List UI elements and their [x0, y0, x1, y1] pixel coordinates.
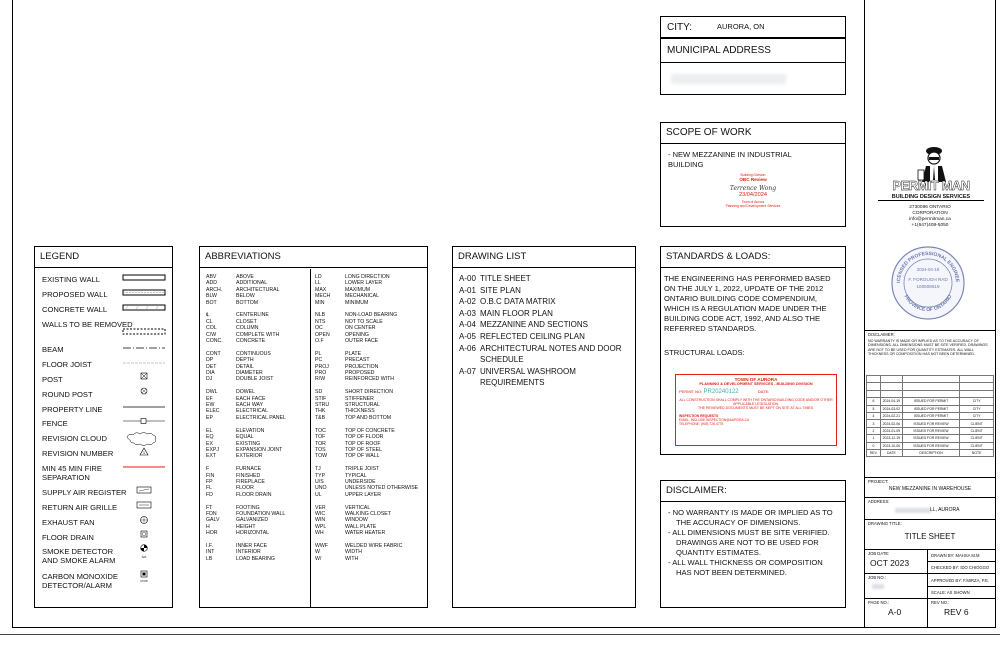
- disclaimer-title: DISCLAIMER:: [661, 481, 845, 502]
- abbr-row: ADD ADDITIONAL: [206, 280, 268, 287]
- legend-symbols: [121, 269, 171, 607]
- abbr-row: PC PRECAST: [315, 357, 370, 364]
- sheet-bottom-line: [0, 634, 1000, 635]
- standards-box: [660, 246, 846, 455]
- drawing-list-item: A-06 ARCHITECTURAL NOTES AND DOOR SCHEDULE: [459, 343, 622, 365]
- legend-round-post: ROUND POST: [42, 390, 93, 399]
- revision-row: 2 2024-01-09 ISSUED FOR REVIEW CLIENT: [867, 427, 994, 434]
- abbr-row: LB LOAD BEARING: [206, 555, 275, 562]
- revision-row: 3 2024-02-06 ISSUED FOR REVIEW CLIENT: [867, 420, 994, 427]
- abbr-row: LD LONG DIRECTION: [315, 274, 390, 280]
- revision-row: 5 2024-03-02 ISSUED FOR PERMIT CITY: [867, 405, 994, 412]
- legend-smoke-detector: SMOKE DETECTOR AND SMOKE ALARM: [42, 547, 116, 565]
- drawing-list-items: [459, 273, 631, 389]
- legend-revision-cloud: REVISION CLOUD: [42, 434, 107, 443]
- project-name: NEW MEZZANINE IN WAREHOUSE: [888, 486, 972, 492]
- abbr-row: ABV ABOVE: [206, 274, 254, 280]
- job-date-label: JOB DATE:: [868, 551, 890, 556]
- abbr-row: TYP TYPICAL: [315, 472, 367, 479]
- address-value: LL, AURORA: [930, 507, 960, 513]
- legend-exhaust-fan: EXHAUST FAN: [42, 518, 95, 527]
- abbr-row: NLB NON-LOAD BEARING: [315, 312, 398, 319]
- sheet-border-bottom: [12, 627, 996, 628]
- abbr-row: CL CLOSET: [206, 318, 257, 325]
- legend-return-air: RETURN AIR GRILLE: [42, 503, 118, 512]
- abbr-row: TOC TOP OF CONCRETE: [315, 427, 395, 434]
- svg-text:2024-04-19: 2024-04-19: [916, 267, 940, 272]
- disclaimer-items: - NO WARRANTY IS MADE OR IMPLIED AS TO THE ACCURACY OF DIMENSIONS. - ALL DIMENSIONS MUST BE SITE VERIFIED. DRAWINGS ARE NOT TO BE USED FOR QUANTITY ESTIMATES. - ALL WALL THICKNESS OR COMPOSITION HAS NOT BEEN DETERMINED.: [668, 508, 833, 577]
- abbr-row: MECH MECHANICAL: [315, 293, 380, 300]
- abbr-row: EP ELECTRICAL PANEL: [206, 414, 286, 421]
- abbr-row: OC ON CENTER: [315, 325, 376, 332]
- abbr-row: WIC WALKING CLOSET: [315, 510, 391, 517]
- page-no-label: PAGE NO.:: [868, 600, 890, 605]
- abbr-col-2: [315, 274, 418, 562]
- svg-text:CO/D: CO/D: [140, 579, 148, 583]
- abbr-row: MIN MINIMUM: [315, 299, 369, 306]
- revision-row: 1 2023-12-19 ISSUED FOR REVIEW CLIENT: [867, 435, 994, 442]
- abbr-row: DIA DIAMETER: [206, 370, 263, 377]
- legend-property-line: PROPERTY LINE: [42, 405, 103, 414]
- permit-stamp: TOWN OF AURORA PLANNING & DEVELOPMENT SERVICES - BUILDING DIVISION PERMIT NO: PR20240122 DATE: ALL CONSTRUCTION SHALL COMPLY WITH THE ONTARIO BUILDING CODE AND/OR OTHER APPLICABLE LEGISLATION. THE REVIEWED DOCUMENTS MUST BE KEPT ON SITE AT ALL TIMES. INSPECTION REQUESTS EMAIL: INCLUDE INSPECTION@AURORA.CA TELEPHONE: (905) 726-4775: [675, 374, 837, 446]
- legend-fence: FENCE: [42, 419, 68, 428]
- abbr-row: FP FIREPLACE: [206, 478, 265, 485]
- company-tagline: BUILDING DESIGN SERVICES: [878, 194, 984, 201]
- abbr-row: EW EACH WAY: [206, 402, 264, 409]
- job-date: OCT 2023: [870, 558, 910, 568]
- standards-title: STANDARDS & LOADS:: [661, 247, 845, 268]
- municipal-address-label: MUNICIPAL ADDRESS: [667, 45, 771, 56]
- abbr-row: EL ELEVATION: [206, 427, 265, 434]
- address-label: ADDRESS:: [868, 499, 890, 504]
- drawing-title: TITLE SHEET: [904, 532, 956, 541]
- abbr-row: O.F OUTER FACE: [315, 338, 379, 345]
- legend-co-detector: CARBON MONOXIDE DETECTOR/ALARM: [42, 572, 118, 590]
- abbreviations-box: [199, 246, 428, 608]
- abbr-row: I.F. INNER FACE: [206, 542, 268, 549]
- legend-post: POST: [42, 375, 63, 384]
- sheet-border-right: [995, 0, 996, 628]
- drawing-list-box: [452, 246, 636, 608]
- tb-disclaimer-text: NO WARRANTY IS MADE OR IMPLIED AS TO THE ACCURACY OF DIMENSIONS. ALL DIMENSIONS MUST BE SITE VERIFIED. DRAWINGS ARE NOT TO BE USED FOR QUANTITY ESTIMATES. ALL WALL THICKNESS OR COMPOSITION HAS NOT BEEN DETERMINED.: [868, 339, 988, 357]
- abbr-row: DWL DOWEL: [206, 389, 256, 396]
- abbr-col-1: [206, 274, 286, 562]
- abbr-row: INT INTERIOR: [206, 549, 261, 556]
- abbr-row: LL LOWER LAYER: [315, 280, 383, 287]
- abbr-row: W/ WITH: [315, 555, 359, 562]
- legend-proposed-wall: PROPOSED WALL: [42, 290, 108, 299]
- legend-beam: BEAM: [42, 345, 64, 354]
- address-redacted: [671, 74, 786, 84]
- revision-header-row: REV DATE DESCRIPTION NOTE: [867, 449, 994, 456]
- abbr-row: C/W COMPLETE WITH: [206, 331, 280, 338]
- abbr-row: EXPJ EXPANSION JOINT: [206, 446, 283, 453]
- job-no-label: JOB NO.:: [868, 575, 886, 580]
- abbr-row: MAX MAXIMUM: [315, 286, 371, 293]
- drawing-list-item: A-07 UNIVERSAL WASHROOM REQUIREMENTS: [459, 366, 576, 388]
- abbr-row: PRO PROPOSED: [315, 370, 375, 377]
- svg-text:LICENSED PROFESSIONAL ENGINEER: ICENSED PROFESSIONAL ENGINEE: [895, 250, 961, 283]
- abbr-row: DET DETAIL: [206, 363, 254, 370]
- abbr-row: FL FLOOR: [206, 485, 254, 492]
- drawing-list-item: A-03 MAIN FLOOR PLAN: [459, 308, 553, 318]
- city-value: AURORA, ON: [717, 22, 765, 31]
- abbr-row: TOR TOP OF ROOF: [315, 440, 381, 447]
- city-box: [660, 16, 846, 38]
- abbr-row: U/S UNDERSIDE: [315, 478, 376, 485]
- abbr-row: STRU STRUCTURAL: [315, 402, 380, 409]
- abbr-row: SD SHORT DIRECTION: [315, 389, 393, 396]
- abbr-row: UL UPPER LAYER: [315, 491, 381, 498]
- disclaimer-box: [660, 480, 846, 608]
- abbr-row: T&B TOP AND BOTTOM: [315, 414, 392, 421]
- abbr-row: TJ TRIPLE JOIST: [315, 466, 380, 473]
- checked-by: CHECKED BY: IDO CHIOGGO: [931, 565, 990, 570]
- drawing-list-item: A-05 REFLECTED CEILING PLAN: [459, 331, 585, 341]
- engineer-seal: [890, 245, 966, 321]
- abbr-row: OPEN OPENING: [315, 331, 369, 338]
- abbr-row: ARCH. ARCHITECTURAL: [206, 286, 280, 293]
- sheet-border-left: [12, 0, 13, 628]
- abbr-row: HOR HORIZONTAL: [206, 530, 270, 537]
- abbr-row: TOW TOP OF WALL: [315, 453, 380, 460]
- abbr-row: GALV GALVANIZED: [206, 517, 269, 524]
- svg-text:F. FOROUGH RAD: F. FOROUGH RAD: [908, 277, 948, 282]
- company-info: 2730096 ONTARIO CORPORATION info@permitman.ca +1(647)408-5050: [909, 205, 951, 228]
- titleblock-divider: [864, 0, 865, 628]
- drawing-list-item: A-04 MEZZANINE AND SECTIONS: [459, 320, 589, 330]
- drawing-list-title: DRAWING LIST: [453, 247, 635, 268]
- drawing-list-item: A-02 O.B.C DATA MATRIX: [459, 297, 556, 307]
- abbreviations-title: ABBREVIATIONS: [200, 247, 427, 268]
- company-logo: [878, 142, 984, 204]
- legend-box: [34, 246, 173, 608]
- revision-row: 4 2024-02-21 ISSUED FOR PERMIT CITY: [867, 412, 994, 419]
- rev-no: REV 6: [944, 607, 969, 617]
- abbr-row: ℄ CENTERLINE: [206, 312, 269, 319]
- revision-table: [866, 375, 994, 457]
- page-no: A-0: [888, 607, 902, 617]
- abbr-row: ELEC ELECTRICAL: [206, 408, 268, 415]
- abbr-row: FT FOOTING: [206, 504, 260, 511]
- legend-walls-removed: WALLS TO BE REMOVED: [42, 320, 133, 329]
- abbr-row: EQ EQUAL: [206, 434, 254, 441]
- svg-text:S/A: S/A: [141, 555, 147, 559]
- svg-text:PROVINCE OF ONTARIO: PROVINCE OF ONTARIO: [902, 294, 954, 314]
- abbr-row: FD FLOOR DRAIN: [206, 491, 272, 498]
- abbr-row: CONT CONTINUOUS: [206, 350, 271, 357]
- abbr-row: COL COLUMN: [206, 325, 259, 332]
- legend-fire-separation: MIN 45 MIN FIRE SEPARATION: [42, 464, 102, 482]
- municipal-address-box: [660, 38, 846, 95]
- legend-floor-joist: FLOOR JOIST: [42, 360, 92, 369]
- abbr-row: THK THICKNESS: [315, 408, 375, 415]
- abbr-row: DP DEPTH: [206, 357, 254, 364]
- revision-row: 0 2023-10-06 ISSUED FOR REVIEW CLIENT: [867, 442, 994, 449]
- legend-floor-drain: FLOOR DRAIN: [42, 533, 94, 542]
- abbr-row: BLW BELOW: [206, 293, 255, 300]
- abbr-row: EXT EXTERIOR: [206, 453, 263, 460]
- approved-by: APPROVED BY: F.MIRZA, P.E.: [931, 578, 990, 583]
- drawn-by: DRAWN BY: MAHSA M.M: [931, 553, 980, 558]
- scope-item: - NEW MEZZANINE IN INDUSTRIAL BUILDING: [668, 150, 792, 169]
- abbr-row: DJ DOUBLE JOIST: [206, 376, 274, 383]
- abbr-row: FDN FOUNDATION WALL: [206, 510, 286, 517]
- svg-text:100508619: 100508619: [916, 284, 940, 289]
- abbr-row: PROJ PROJECTION: [315, 363, 379, 370]
- legend-title: LEGEND: [35, 247, 172, 268]
- abbr-row: WPL WALL PLATE: [315, 523, 377, 530]
- abbr-row: R/W REINFORCED WITH: [315, 376, 394, 383]
- abbr-row: EF EACH FACE: [206, 395, 266, 402]
- city-label: CITY:: [667, 22, 693, 33]
- abbr-row: WWF WELDED WIRE FABRIC: [315, 542, 403, 549]
- drawing-list-item: A-01 SITE PLAN: [459, 285, 521, 295]
- abbr-row: TOS TOP OF STEEL: [315, 446, 382, 453]
- legend-existing-wall: EXISTING WALL: [42, 275, 100, 284]
- abbr-row: UNO UNLESS NOTED OTHERWISE: [315, 485, 419, 492]
- legend-revision-number: REVISION NUMBER: [42, 449, 114, 458]
- abbr-row: FIN FINISHED: [206, 472, 261, 479]
- abbr-row: NTS NOT TO SCALE: [315, 318, 383, 325]
- revision-row: 6 2024-04-19 ISSUED FOR PERMIT CITY: [867, 398, 994, 405]
- svg-text:1: 1: [142, 450, 146, 455]
- abbr-row: CONC. CONCRETE: [206, 338, 266, 345]
- abbr-row: PL PLATE: [315, 350, 362, 357]
- abbr-row: STIF STIFFENER: [315, 395, 374, 402]
- scope-title: SCOPE OF WORK: [661, 123, 845, 144]
- company-name: PERMIT MAN: [892, 178, 970, 193]
- abbr-row: VER VERTICAL: [315, 504, 371, 511]
- job-no-redacted: [872, 584, 884, 589]
- abbr-row: EX EXISTING: [206, 440, 261, 447]
- obc-review-stamp: Building Division OBC Review Terrence Wong 23/04/2024 Town of Aurora Planning and Development Services: [725, 173, 781, 208]
- abbr-row: WIN WINDOW: [315, 517, 368, 524]
- abbr-row: H HEIGHT: [206, 523, 256, 530]
- scale: SCALE: AS SHOWN: [931, 590, 970, 595]
- legend-concrete-wall: CONCRETE WALL: [42, 305, 108, 314]
- abbr-row: W WIDTH: [315, 549, 362, 556]
- abbr-row: BOT BOTTOM: [206, 299, 259, 306]
- drawing-title-label: DRAWING TITLE:: [868, 521, 902, 526]
- standards-text: THE ENGINEERING HAS PERFORMED BASED ON THE JULY 1, 2022, UPDATE OF THE 2012 ONTARIO BUILDING CODE COMPENDIUM, WHICH IS A REGULATION MADE UNDER THE BUILDING CODE ACT, 1992, AND ALSO THE REFERRED STANDARDS.: [664, 274, 831, 333]
- drawing-list-item: A-00 TITLE SHEET: [459, 274, 531, 283]
- abbr-row: TOF TOP OF FLOOR: [315, 434, 384, 441]
- abbr-row: WH WATER HEATER: [315, 530, 386, 537]
- tb-disclaimer-label: DISCLAIMER:: [868, 332, 895, 337]
- project-label: PROJECT:: [868, 479, 889, 484]
- legend-supply-air: SUPPLY AIR REGISTER: [42, 488, 127, 497]
- address-redacted-tb: [895, 508, 931, 513]
- scope-of-work-box: [660, 122, 846, 227]
- abbr-row: F FURNACE: [206, 466, 262, 473]
- structural-loads-label: STRUCTURAL LOADS:: [664, 348, 745, 357]
- rev-no-label: REV NO.:: [931, 600, 950, 605]
